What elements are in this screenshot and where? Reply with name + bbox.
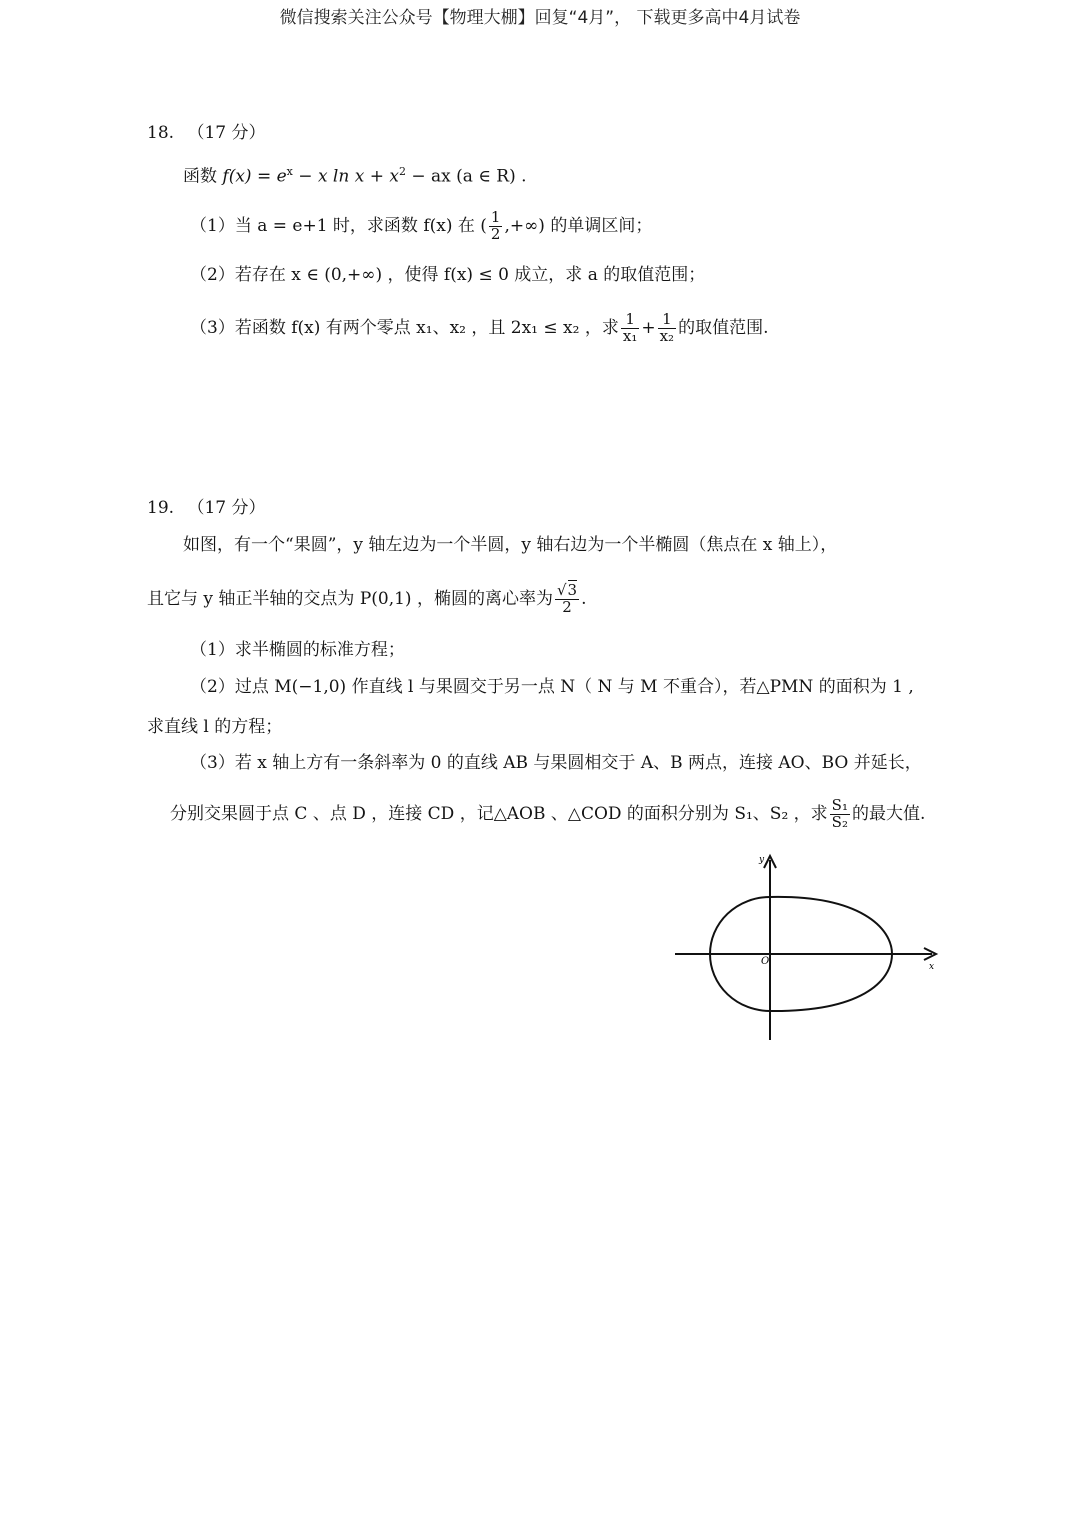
q19-part2-line2: 求直线 l 的方程； — [147, 717, 283, 737]
q19-part2-line1: （2）过点 M(−1,0) 作直线 l 与果圆交于另一点 N（ N 与 M 不重合），若△PMN 的面积为 1 , — [190, 677, 914, 697]
q19-intro-line1: 如图，有一个“果圆”，y 轴左边为一个半圆，y 轴右边为一个半椭圆（焦点在 x 轴上）， — [183, 535, 838, 555]
q19-part3-line2-post: 的最大值. — [851, 803, 926, 824]
q18-intro — [183, 160, 527, 189]
q18-part3-frac2 — [658, 312, 676, 345]
q19-ratio — [830, 798, 850, 831]
q19-ratio-num: S₁ — [831, 796, 848, 814]
q19-ecc-den: 2 — [562, 597, 572, 616]
q18-part1 — [190, 210, 652, 243]
q18-intro-sup1: x — [286, 165, 293, 178]
header-banner: 微信搜索关注公众号【物理大棚】回复“4月”， 下载更多高中4月试卷 — [279, 8, 801, 28]
y-axis-label: y — [759, 855, 765, 865]
q18-heading — [147, 121, 266, 145]
q18-part3-frac2-num: 1 — [658, 312, 676, 329]
q19-part3-line2 — [170, 798, 925, 831]
q18-part3-frac1 — [621, 312, 639, 345]
q19-part1: （1）求半椭圆的标准方程； — [190, 640, 405, 660]
q18-part3-plus: + — [641, 317, 656, 338]
q18-intro-expr2: − x ln x + x — [292, 166, 399, 187]
q19-eccentricity — [555, 583, 579, 616]
q19-ecc-radicand: 3 — [567, 581, 578, 599]
q19-part3-line2-pre: 分别交果圆于点 C 、点 D ，连接 CD ，记△AOB 、△COD 的面积分别为 S₁、S₂ ，求 — [170, 803, 828, 824]
origin-label: O — [761, 956, 770, 967]
q18-part3-frac2-den: x₂ — [659, 326, 675, 345]
q19-points: （17 分） — [187, 498, 266, 518]
q18-intro-sup2: 2 — [398, 165, 406, 178]
q19-intro2-pre: 且它与 y 轴正半轴的交点为 P(0,1) ，椭圆的离心率为 — [147, 588, 553, 609]
q18-part3-pre: （3）若函数 f(x) 有两个零点 x₁、x₂ ，且 2x₁ ≤ x₂ ，求 — [190, 317, 619, 338]
q18-intro-pre: 函数 — [183, 166, 217, 187]
q19-part3-line1: （3）若 x 轴上方有一条斜率为 0 的直线 AB 与果圆相交于 A、B 两点，连接 AO、BO 并延长， — [190, 753, 922, 773]
q18-points: （17 分） — [187, 123, 266, 143]
q18-part3 — [190, 312, 768, 345]
q19-ecc-num: √3 — [556, 581, 578, 599]
q18-part1-frac-num: 1 — [490, 208, 501, 226]
q18-part2: （2）若存在 x ∈ (0,+∞) ，使得 f(x) ≤ 0 成立，求 a 的取值范围； — [190, 265, 706, 285]
fruit-circle-figure — [670, 850, 950, 1050]
q18-part3-frac1-num: 1 — [621, 312, 639, 329]
q19-ratio-den: S₂ — [831, 812, 848, 831]
q19-intro2-post: . — [581, 588, 587, 609]
q18-intro-expr: f(x) = e — [222, 166, 287, 187]
q18-number: 18. — [147, 123, 175, 143]
q18-part1-post: ,+∞) 的单调区间； — [504, 215, 653, 236]
q19-number: 19. — [147, 498, 175, 518]
q18-part3-post: 的取值范围. — [678, 317, 769, 338]
q18-part3-frac1-den: x₁ — [622, 326, 638, 345]
q19-intro-line2 — [147, 583, 586, 616]
q18-part1-pre: （1）当 a = e+1 时，求函数 f(x) 在 ( — [190, 215, 487, 236]
q18-intro-expr3: − ax (a ∈ R) . — [405, 166, 527, 187]
q18-part1-frac-den: 2 — [490, 224, 501, 243]
q18-part1-fraction — [489, 210, 503, 243]
q19-heading — [147, 496, 266, 520]
x-axis-label: x — [929, 962, 935, 972]
